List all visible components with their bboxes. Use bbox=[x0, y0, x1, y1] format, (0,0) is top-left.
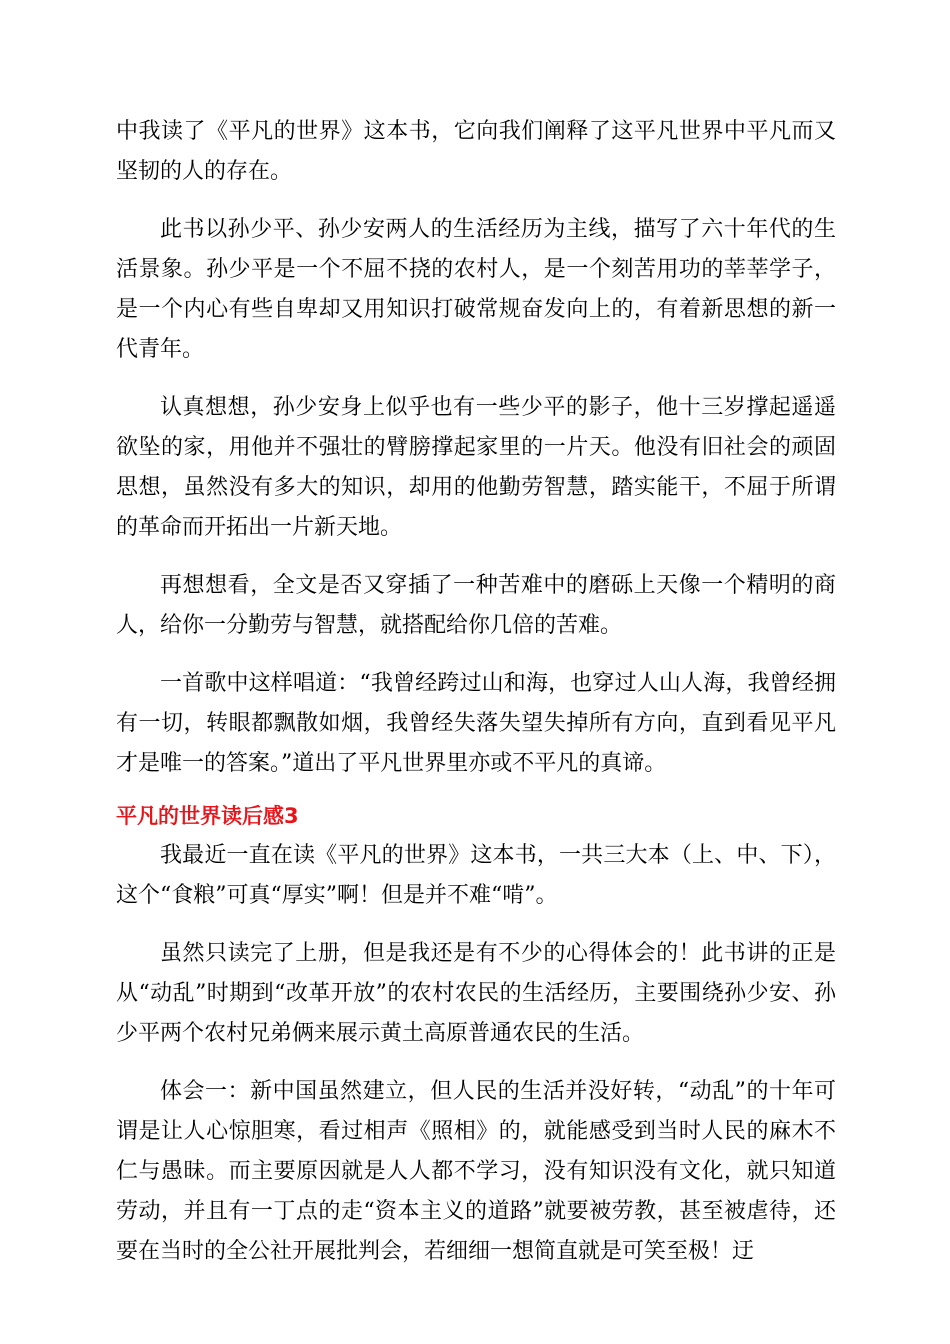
paragraph-song-quote: 一首歌中这样唱道：“我曾经跨过山和海，也穿过人山人海，我曾经拥有一切，转眼都飘散如烟，我曾经失落失望失掉所有方向，直到看见平凡才是唯一的答案。”道出了平凡世界里亦或不平凡的真谛。 bbox=[116, 671, 836, 776]
paragraph-hardship: 再想想看，全文是否又穿插了一种苦难中的磨砾上天像一个精明的商人，给你一分勤劳与智慧，就搭配给你几倍的苦难。 bbox=[116, 573, 836, 638]
paragraph-sun-shaoan: 认真想想，孙少安身上似乎也有一些少平的影子，他十三岁撑起遥遥欲坠的家，用他并不强壮的臂膀撑起家里的一片天。他没有旧社会的顽固思想，虽然没有多大的知识，却用的他勤劳智慧，踏实能干，不屈于所谓的革命而开拓出一片新天地。 bbox=[116, 395, 836, 540]
paragraph-continuation: 中我读了《平凡的世界》这本书，它向我们阐释了这平凡世界中平凡而又坚韧的人的存在。 bbox=[116, 119, 836, 184]
paragraph-reflection-one: 体会一：新中国虽然建立，但人民的生活并没好转，“动乱”的十年可谓是让人心惊胆寒，看过相声《照相》的，就能感受到当时人民的麻木不仁与愚昧。而主要原因就是人人都不学习，没有知识没有文化，就只知道劳动，并且有一丁点的走“资本主义的道路”就要被劳教，甚至被虐待，还要在当时的全公社开展批判会，若细细一想简直就是可笑至极！迂 bbox=[116, 1079, 836, 1264]
paragraph-book-summary: 虽然只读完了上册，但是我还是有不少的心得体会的！此书讲的正是从“动乱”时期到“改革开放”的农村农民的生活经历，主要围绕孙少安、孙少平两个农村兄弟俩来展示黄土高原普通农民的生活。 bbox=[116, 941, 836, 1046]
paragraph-main-characters: 此书以孙少平、孙少安两人的生活经历为主线，描写了六十年代的生活景象。孙少平是一个不屈不挠的农村人，是一个刻苦用功的莘莘学子，是一个内心有些自卑却又用知识打破常规奋发向上的，有着新思想的新一代青年。 bbox=[116, 217, 836, 362]
paragraph-reading-intro: 我最近一直在读《平凡的世界》这本书，一共三大本（上、中、下），这个“食粮”可真“厚实”啊！但是并不难“啃”。 bbox=[116, 843, 836, 908]
document-body bbox=[116, 112, 836, 1290]
section-heading: 平凡的世界读后感3 bbox=[116, 804, 299, 828]
